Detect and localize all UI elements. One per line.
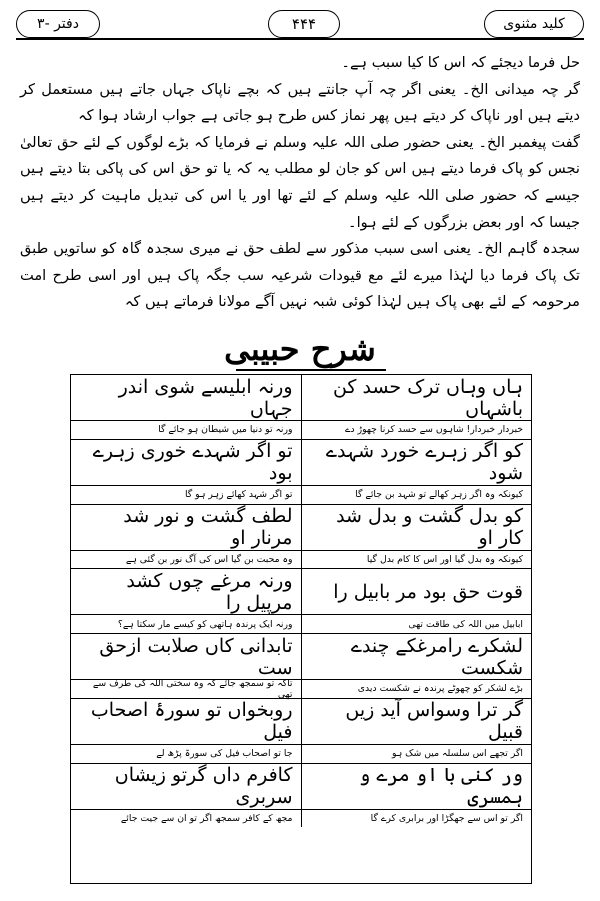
translation-first-half: بڑے لشکر کو چھوٹے پرندہ نے شکست دیدی xyxy=(301,679,532,698)
translation-row xyxy=(71,614,531,634)
translation-row xyxy=(71,420,531,440)
verse-second-half: تابدانی کاں صلابت ازحق ست xyxy=(99,634,293,679)
header-rule xyxy=(16,38,584,40)
verse-row xyxy=(71,440,531,485)
paragraph-2: گر چہ میدانی الخ۔ یعنی اگر چہ آپ جانتے ہیں کہ بچے ناپاک جہاں جاتے ہیں مستعمل کر دیتے ہیں اور ناپاک کر دیتے ہیں پھر نماز کس طرح ہو جاتی ہے جواب ارشاد ہوا کہ xyxy=(20,80,580,125)
verse-row xyxy=(71,569,531,614)
verse-row xyxy=(71,764,531,809)
verse-row xyxy=(71,634,531,679)
translation-first-half: اگر تو اس سے جھگڑا اور برابری کرے گا xyxy=(301,809,532,828)
verse-row xyxy=(71,699,531,744)
verse-first-half: کو بدل گشت و بدل شد کار او xyxy=(301,505,532,550)
verse-first-half: کو اگر زہرے خورد شہدے شود xyxy=(301,440,532,485)
translation-first-half: کیونکہ وہ بدل گیا اور اس کا کام بدل گیا xyxy=(301,550,532,569)
translation-row xyxy=(71,809,531,828)
verse-first-half: گر ترا وسواس آید زیں قبیل xyxy=(301,699,532,744)
translation-row xyxy=(71,550,531,570)
volume-label: دفتر -۳ xyxy=(16,10,100,38)
translation-second-half: ورنہ ایک پرندہ ہاتھی کو کیسے مار سکتا ہے؟ xyxy=(71,614,301,633)
section-title: شرح حبیبی xyxy=(224,330,376,368)
verse-second-half: ورنہ ابلیسے شوی اندر جہاں xyxy=(118,375,293,420)
book-title-label: کلید مثنوی xyxy=(484,10,584,38)
translation-first-half: اگر تجھے اس سلسلہ میں شک ہو xyxy=(301,744,532,763)
translation-second-half: جا تو اصحاب فیل کی سورۃ پڑھ لے xyxy=(71,744,301,763)
translation-second-half: وہ محبت بن گیا اس کی آگ نور بن گئی ہے xyxy=(71,550,301,569)
verse-second-half: روبخواں تو سورۂ اصحاب فیل xyxy=(90,699,293,744)
translation-row xyxy=(71,744,531,764)
translation-first-half: خبردار خبردار! شاہوں سے حسد کرنا چھوڑ دے xyxy=(301,420,532,439)
verse-first-half: قوت حق بود مر بابیل را xyxy=(301,569,532,614)
verse-first-half: ور کنی با او مرے و ہمسری xyxy=(301,764,532,809)
translation-second-half: مجھ کے کافر سمجھ اگر تو ان سے جیت جائے xyxy=(71,809,301,828)
paragraph-1: حل فرما دیجئے کہ اس کا کیا سبب ہے۔ xyxy=(341,54,580,71)
verse-second-half: کافرم داں گرتو زیشاں سربری xyxy=(114,764,293,808)
translation-first-half: کیونکہ وہ اگر زہر کھالے تو شہد بن جائے گا xyxy=(301,485,532,504)
title-underline xyxy=(236,369,386,371)
translation-first-half: ابابیل میں اللہ کی طاقت تھی xyxy=(301,614,532,633)
paragraph-4: سجدہ گاہم الخ۔ یعنی اسی سبب مذکور سے لطف حق نے میری سجدہ گاہ کو ساتویں طبق تک پاک فرما دیا لہٰذا میرے لئے مع قیودات شرعیہ سب جگہ پاک ہیں اور اسی طرح امت مرحومہ کے لئے بھی پاک ہیں لہٰذا کوئی شبہ نہیں آگے مولانا فرماتے ہیں کہ xyxy=(20,240,580,311)
verse-second-half: تو اگر شہدے خوری زہرے بود xyxy=(92,440,293,485)
verse-row xyxy=(71,505,531,550)
translation-row xyxy=(71,679,531,699)
translation-row xyxy=(71,485,531,505)
translation-second-half: تو اگر شہد کھائے زہر ہو گا xyxy=(71,485,301,504)
verse-first-half: لشکرے رامرغکے چندے شکست xyxy=(301,634,532,679)
commentary-text xyxy=(20,50,580,316)
page-header xyxy=(16,8,584,42)
translation-second-half: تاکہ تو سمجھ جائے کہ وہ سختی اللہ کی طرف سے تھی xyxy=(71,679,301,698)
paragraph-3: گفت پیغمبر الخ۔ یعنی حضور صلی اللہ علیہ وسلم نے فرمایا کہ بڑے لوگوں کے لئے حق تعالیٰ نجس کو پاک فرما دیتے ہیں اس کو جان لو مطلب یہ کہ یا تو حق اس کی پاکی بتا دیتے ہیں جیسے کہ حضور صلی اللہ علیہ وسلم کے لئے تھا اور یا اس کی تبدیل ماہیت کر دیتے ہیں جیسا کہ اور بعض بزرگوں کے لئے ہوا۔ xyxy=(20,133,580,231)
page-number: ۴۴۴ xyxy=(268,10,340,38)
verse-second-half: ورنہ مرغے چوں کشد مرپیل را xyxy=(126,569,293,614)
verse-first-half: ہاں وہاں ترک حسد کن باشہاں xyxy=(301,375,532,420)
verse-row xyxy=(71,375,531,420)
verse-second-half: لطف گشت و نور شد مرنار او xyxy=(123,505,293,549)
translation-second-half: ورنہ تو دنیا میں شیطان ہو جائے گا xyxy=(71,420,301,439)
verse-table xyxy=(70,374,532,884)
